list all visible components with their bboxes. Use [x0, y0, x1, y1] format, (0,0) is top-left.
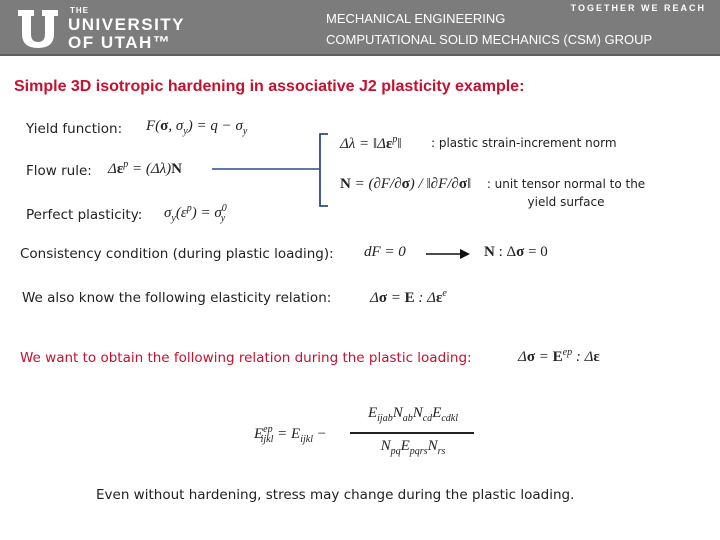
- consistency-arrow-head: [460, 249, 470, 259]
- tangent-modulus-lhs: $E^{ep}_{ijkl} = E_{ijkl}$ −: [254, 424, 327, 445]
- slide-title: Simple 3D isotropic hardening in associative J2 plasticity example:: [14, 78, 525, 95]
- university-name-line1: UNIVERSITY: [68, 15, 186, 34]
- consistency-result-equation: N : Δσ = 0: [484, 244, 548, 260]
- normal-tensor-equation: N = (∂F/∂σ) / ‖∂F/∂σ‖: [340, 176, 472, 192]
- unit-tensor-note: : unit tensor normal to the yield surface: [486, 177, 646, 209]
- yield-function-label: Yield function:: [26, 121, 123, 137]
- flow-rule-equation: $\Delta\varepsilon^p = (\Delta\lambda)N$: [108, 159, 182, 177]
- consistency-label: Consistency condition (during plastic loading):: [20, 246, 334, 262]
- header-divider: [0, 54, 720, 56]
- lambda-definition-equation: $\Delta\lambda = ‖\Delta\varepsilon^p‖$: [340, 134, 402, 152]
- consistency-equation: dF = 0: [364, 244, 406, 260]
- target-relation-equation: $\Delta\sigma = E^{ep}$ : Δε: [518, 347, 600, 365]
- perfect-plasticity-label: Perfect plasticity:: [26, 207, 143, 223]
- university-name-line2: OF UTAH™: [68, 33, 172, 52]
- yield-function-equation: F(σ, $\sigma_y) = q - \sigma_y$: [146, 118, 248, 137]
- fraction-bar: [350, 432, 474, 434]
- conclusion-text: Even without hardening, stress may change during the plastic loading.: [96, 487, 575, 503]
- university-the: THE: [70, 6, 89, 15]
- definition-bracket: [320, 134, 328, 206]
- elasticity-equation: Δσ = E : $\Delta\varepsilon^e$: [370, 288, 447, 306]
- flow-rule-label: Flow rule:: [26, 163, 92, 179]
- target-relation-label: We want to obtain the following relation during the plastic loading:: [20, 350, 472, 366]
- perfect-plasticity-equation: $\sigma_y(\varepsilon^p) = \sigma^0_y$: [164, 203, 227, 224]
- plastic-strain-norm-note: : plastic strain-increment norm: [431, 136, 617, 150]
- university-logo-icon: [14, 6, 62, 50]
- tangent-modulus-numerator: $E_{ijab}N_{ab}N_{cd}E_{cdkl}$: [367, 405, 459, 424]
- elasticity-label: We also know the following elasticity relation:: [22, 290, 332, 306]
- department-name: MECHANICAL ENGINEERING: [326, 11, 506, 26]
- tangent-modulus-denominator: $N_{pq}E_{pqrs}N_{rs}$: [380, 438, 446, 457]
- tagline: TOGETHER WE REACH: [570, 3, 706, 13]
- group-name: COMPUTATIONAL SOLID MECHANICS (CSM) GROUP: [326, 32, 653, 47]
- header-banner: [0, 0, 720, 56]
